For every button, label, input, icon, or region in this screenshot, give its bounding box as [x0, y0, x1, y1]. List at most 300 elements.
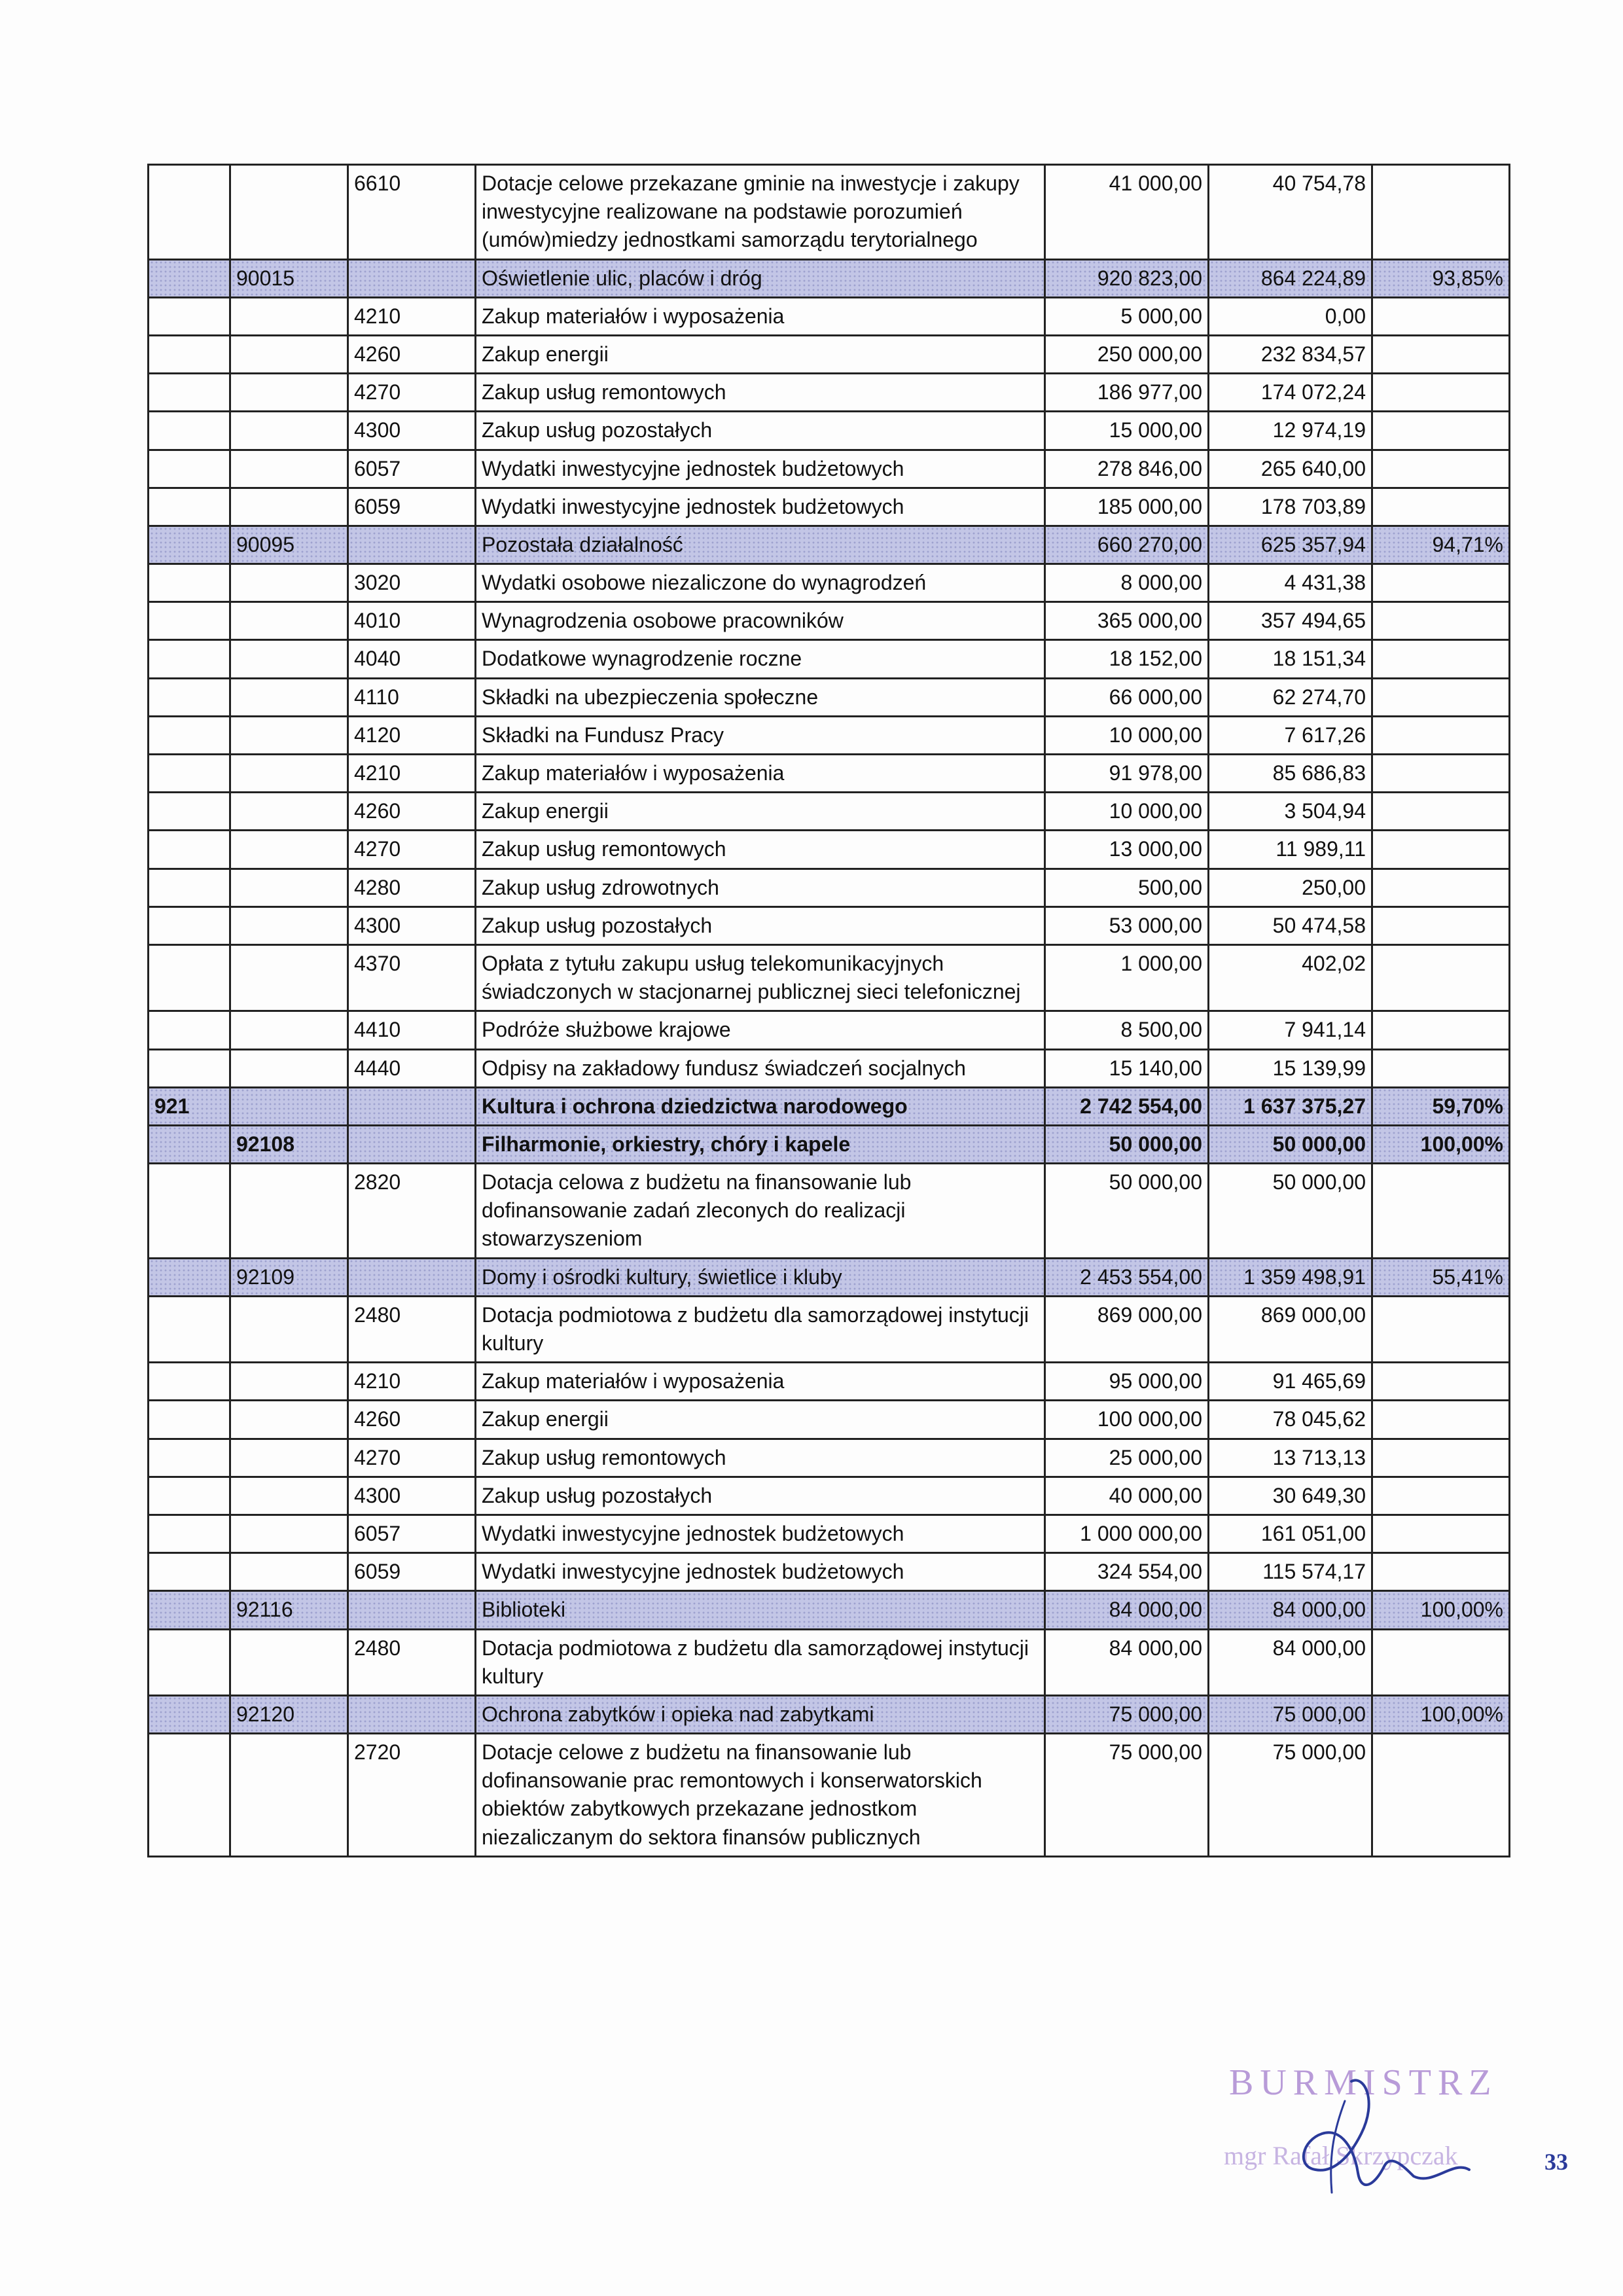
wykonanie-cell: 174 072,24 [1209, 374, 1372, 412]
wykonanie-cell: 75 000,00 [1209, 1695, 1372, 1733]
procent-cell [1372, 1515, 1510, 1552]
nazwa-cell: Wydatki inwestycyjne jednostek budżetowych [476, 1515, 1045, 1552]
dzial-cell [149, 755, 230, 793]
table-row [149, 1591, 1510, 1629]
paragraf-cell: 4260 [348, 793, 476, 831]
rozdzial-cell [230, 716, 348, 754]
wykonanie-cell: 50 000,00 [1209, 1125, 1372, 1163]
paragraf-cell: 6057 [348, 450, 476, 488]
paragraf-cell: 4040 [348, 640, 476, 678]
paragraf-cell: 6610 [348, 165, 476, 260]
rozdzial-cell [230, 831, 348, 869]
rozdzial-cell [230, 1553, 348, 1591]
plan-cell: 50 000,00 [1045, 1164, 1209, 1259]
handwritten-signature [1217, 2062, 1505, 2212]
table-row [149, 1296, 1510, 1362]
paragraf-cell: 2480 [348, 1629, 476, 1695]
procent-cell [1372, 1629, 1510, 1695]
dzial-cell [149, 1629, 230, 1695]
nazwa-cell: Dotacja celowa z budżetu na finansowanie lub dofinansowanie zadań zleconych do realizacji stowarzyszeniom [476, 1164, 1045, 1259]
plan-cell: 50 000,00 [1045, 1125, 1209, 1163]
table-row [149, 1401, 1510, 1439]
procent-cell [1372, 831, 1510, 869]
nazwa-cell: Ochrona zabytków i opieka nad zabytkami [476, 1695, 1045, 1733]
procent-cell: 59,70% [1372, 1087, 1510, 1125]
table-row [149, 602, 1510, 640]
procent-cell [1372, 450, 1510, 488]
procent-cell [1372, 944, 1510, 1011]
dzial-cell [149, 1553, 230, 1591]
table-row [149, 259, 1510, 297]
table-row [149, 1363, 1510, 1401]
procent-cell [1372, 716, 1510, 754]
wykonanie-cell: 265 640,00 [1209, 450, 1372, 488]
nazwa-cell: Filharmonie, orkiestry, chóry i kapele [476, 1125, 1045, 1163]
wykonanie-cell: 75 000,00 [1209, 1734, 1372, 1857]
wykonanie-cell: 625 357,94 [1209, 526, 1372, 564]
rozdzial-cell [230, 450, 348, 488]
nazwa-cell: Zakup energii [476, 1401, 1045, 1439]
procent-cell [1372, 602, 1510, 640]
plan-cell: 15 000,00 [1045, 412, 1209, 450]
dzial-cell [149, 1515, 230, 1552]
wykonanie-cell: 4 431,38 [1209, 564, 1372, 602]
rozdzial-cell [230, 564, 348, 602]
table-row [149, 1629, 1510, 1695]
nazwa-cell: Zakup usług zdrowotnych [476, 869, 1045, 906]
dzial-cell [149, 1296, 230, 1362]
wykonanie-cell: 7 617,26 [1209, 716, 1372, 754]
paragraf-cell: 2820 [348, 1164, 476, 1259]
wykonanie-cell: 15 139,99 [1209, 1049, 1372, 1087]
table-row [149, 831, 1510, 869]
paragraf-cell: 4210 [348, 1363, 476, 1401]
procent-cell [1372, 1363, 1510, 1401]
dzial-cell [149, 1125, 230, 1163]
table-body [149, 165, 1510, 1857]
paragraf-cell: 6057 [348, 1515, 476, 1552]
wykonanie-cell: 62 274,70 [1209, 678, 1372, 716]
paragraf-cell [348, 1695, 476, 1733]
dzial-cell [149, 1258, 230, 1296]
dzial-cell [149, 564, 230, 602]
nazwa-cell: Zakup materiałów i wyposażenia [476, 755, 1045, 793]
dzial-cell [149, 165, 230, 260]
dzial-cell [149, 906, 230, 944]
nazwa-cell: Dotacje celowe z budżetu na finansowanie lub dofinansowanie prac remontowych i konserwatorskich obiektów zabytkowych przekazane jednostkom niezaliczanym do sektora finansów publicznych [476, 1734, 1045, 1857]
paragraf-cell: 4370 [348, 944, 476, 1011]
plan-cell: 53 000,00 [1045, 906, 1209, 944]
wykonanie-cell: 84 000,00 [1209, 1591, 1372, 1629]
rozdzial-cell [230, 602, 348, 640]
table-row [149, 906, 1510, 944]
nazwa-cell: Dotacje celowe przekazane gminie na inwestycje i zakupy inwestycyjne realizowane na podstawie porozumień (umów)miedzy jednostkami samorządu terytorialnego [476, 165, 1045, 260]
nazwa-cell: Kultura i ochrona dziedzictwa narodowego [476, 1087, 1045, 1125]
plan-cell: 13 000,00 [1045, 831, 1209, 869]
plan-cell: 324 554,00 [1045, 1553, 1209, 1591]
paragraf-cell: 4300 [348, 906, 476, 944]
paragraf-cell: 2720 [348, 1734, 476, 1857]
nazwa-cell: Dodatkowe wynagrodzenie roczne [476, 640, 1045, 678]
nazwa-cell: Wynagrodzenia osobowe pracowników [476, 602, 1045, 640]
dzial-cell [149, 1363, 230, 1401]
table-row [149, 1049, 1510, 1087]
wykonanie-cell: 11 989,11 [1209, 831, 1372, 869]
nazwa-cell: Składki na ubezpieczenia społeczne [476, 678, 1045, 716]
paragraf-cell: 4120 [348, 716, 476, 754]
dzial-cell [149, 602, 230, 640]
wykonanie-cell: 161 051,00 [1209, 1515, 1372, 1552]
wykonanie-cell: 78 045,62 [1209, 1401, 1372, 1439]
procent-cell [1372, 374, 1510, 412]
plan-cell: 8 500,00 [1045, 1011, 1209, 1049]
plan-cell: 66 000,00 [1045, 678, 1209, 716]
plan-cell: 1 000 000,00 [1045, 1515, 1209, 1552]
rozdzial-cell: 92120 [230, 1695, 348, 1733]
table-row [149, 1734, 1510, 1857]
paragraf-cell: 4270 [348, 1439, 476, 1477]
procent-cell: 93,85% [1372, 259, 1510, 297]
nazwa-cell: Wydatki osobowe niezaliczone do wynagrodzeń [476, 564, 1045, 602]
dzial-cell [149, 944, 230, 1011]
plan-cell: 100 000,00 [1045, 1401, 1209, 1439]
rozdzial-cell [230, 678, 348, 716]
wykonanie-cell: 13 713,13 [1209, 1439, 1372, 1477]
wykonanie-cell: 85 686,83 [1209, 755, 1372, 793]
plan-cell: 10 000,00 [1045, 716, 1209, 754]
wykonanie-cell: 3 504,94 [1209, 793, 1372, 831]
table-row [149, 1515, 1510, 1552]
procent-cell [1372, 1296, 1510, 1362]
wykonanie-cell: 1 359 498,91 [1209, 1258, 1372, 1296]
plan-cell: 2 453 554,00 [1045, 1258, 1209, 1296]
procent-cell [1372, 1164, 1510, 1259]
table-row [149, 678, 1510, 716]
paragraf-cell: 4280 [348, 869, 476, 906]
table-row [149, 755, 1510, 793]
plan-cell: 278 846,00 [1045, 450, 1209, 488]
table-row [149, 1125, 1510, 1163]
table-row [149, 1258, 1510, 1296]
plan-cell: 365 000,00 [1045, 602, 1209, 640]
table-row [149, 716, 1510, 754]
dzial-cell [149, 297, 230, 335]
wykonanie-cell: 178 703,89 [1209, 488, 1372, 526]
table-row [149, 1477, 1510, 1515]
table-row [149, 1087, 1510, 1125]
rozdzial-cell [230, 1011, 348, 1049]
dzial-cell [149, 1591, 230, 1629]
dzial-cell [149, 335, 230, 373]
nazwa-cell: Oświetlenie ulic, placów i dróg [476, 259, 1045, 297]
plan-cell: 8 000,00 [1045, 564, 1209, 602]
table-row [149, 793, 1510, 831]
budget-table [147, 164, 1510, 1857]
table-row [149, 1695, 1510, 1733]
procent-cell [1372, 165, 1510, 260]
table-row [149, 640, 1510, 678]
rozdzial-cell: 92116 [230, 1591, 348, 1629]
rozdzial-cell [230, 1401, 348, 1439]
wykonanie-cell: 12 974,19 [1209, 412, 1372, 450]
paragraf-cell [348, 1087, 476, 1125]
plan-cell: 75 000,00 [1045, 1695, 1209, 1733]
paragraf-cell: 4110 [348, 678, 476, 716]
dzial-cell [149, 450, 230, 488]
rozdzial-cell [230, 793, 348, 831]
rozdzial-cell [230, 755, 348, 793]
plan-cell: 5 000,00 [1045, 297, 1209, 335]
stamp-title: BURMISTRZ [1229, 2062, 1498, 2103]
rozdzial-cell [230, 1049, 348, 1087]
dzial-cell [149, 1695, 230, 1733]
dzial-cell [149, 374, 230, 412]
nazwa-cell: Zakup usług remontowych [476, 1439, 1045, 1477]
table-row [149, 374, 1510, 412]
table-row [149, 526, 1510, 564]
wykonanie-cell: 50 000,00 [1209, 1164, 1372, 1259]
nazwa-cell: Zakup materiałów i wyposażenia [476, 1363, 1045, 1401]
procent-cell [1372, 1439, 1510, 1477]
wykonanie-cell: 0,00 [1209, 297, 1372, 335]
dzial-cell [149, 526, 230, 564]
paragraf-cell: 4300 [348, 412, 476, 450]
wykonanie-cell: 84 000,00 [1209, 1629, 1372, 1695]
paragraf-cell: 3020 [348, 564, 476, 602]
rozdzial-cell: 90015 [230, 259, 348, 297]
paragraf-cell: 4210 [348, 297, 476, 335]
dzial-cell [149, 1401, 230, 1439]
nazwa-cell: Zakup materiałów i wyposażenia [476, 297, 1045, 335]
dzial-cell [149, 793, 230, 831]
plan-cell: 41 000,00 [1045, 165, 1209, 260]
nazwa-cell: Zakup usług remontowych [476, 831, 1045, 869]
dzial-cell [149, 716, 230, 754]
rozdzial-cell [230, 1363, 348, 1401]
procent-cell [1372, 1049, 1510, 1087]
stamp-name: mgr Rafał Skrzypczak [1224, 2141, 1458, 2170]
rozdzial-cell [230, 335, 348, 373]
rozdzial-cell [230, 1477, 348, 1515]
procent-cell [1372, 335, 1510, 373]
procent-cell [1372, 640, 1510, 678]
nazwa-cell: Zakup usług pozostałych [476, 1477, 1045, 1515]
nazwa-cell: Składki na Fundusz Pracy [476, 716, 1045, 754]
table-row [149, 944, 1510, 1011]
procent-cell [1372, 488, 1510, 526]
rozdzial-cell [230, 297, 348, 335]
rozdzial-cell: 92108 [230, 1125, 348, 1163]
dzial-cell [149, 1164, 230, 1259]
plan-cell: 500,00 [1045, 869, 1209, 906]
dzial-cell: 921 [149, 1087, 230, 1125]
wykonanie-cell: 357 494,65 [1209, 602, 1372, 640]
table-row [149, 869, 1510, 906]
nazwa-cell: Zakup energii [476, 793, 1045, 831]
paragraf-cell: 6059 [348, 1553, 476, 1591]
procent-cell [1372, 412, 1510, 450]
nazwa-cell: Zakup usług remontowych [476, 374, 1045, 412]
table-row [149, 1011, 1510, 1049]
rozdzial-cell [230, 869, 348, 906]
nazwa-cell: Zakup usług pozostałych [476, 412, 1045, 450]
nazwa-cell: Wydatki inwestycyjne jednostek budżetowych [476, 450, 1045, 488]
rozdzial-cell [230, 1087, 348, 1125]
rozdzial-cell [230, 488, 348, 526]
procent-cell: 100,00% [1372, 1591, 1510, 1629]
paragraf-cell: 6059 [348, 488, 476, 526]
page-number: 33 [1544, 2149, 1568, 2175]
wykonanie-cell: 40 754,78 [1209, 165, 1372, 260]
nazwa-cell: Pozostała działalność [476, 526, 1045, 564]
rozdzial-cell: 90095 [230, 526, 348, 564]
plan-cell: 40 000,00 [1045, 1477, 1209, 1515]
paragraf-cell [348, 259, 476, 297]
rozdzial-cell [230, 1734, 348, 1857]
table-row [149, 1553, 1510, 1591]
nazwa-cell: Dotacja podmiotowa z budżetu dla samorządowej instytucji kultury [476, 1629, 1045, 1695]
table-row [149, 1439, 1510, 1477]
table-row [149, 412, 1510, 450]
nazwa-cell: Wydatki inwestycyjne jednostek budżetowych [476, 488, 1045, 526]
procent-cell [1372, 1734, 1510, 1857]
paragraf-cell: 4260 [348, 335, 476, 373]
procent-cell: 100,00% [1372, 1125, 1510, 1163]
rozdzial-cell [230, 906, 348, 944]
table-row [149, 450, 1510, 488]
rozdzial-cell [230, 944, 348, 1011]
rozdzial-cell [230, 1515, 348, 1552]
rozdzial-cell [230, 412, 348, 450]
rozdzial-cell [230, 374, 348, 412]
dzial-cell [149, 869, 230, 906]
procent-cell [1372, 755, 1510, 793]
table-row [149, 165, 1510, 260]
rozdzial-cell [230, 165, 348, 260]
rozdzial-cell [230, 1164, 348, 1259]
paragraf-cell [348, 526, 476, 564]
paragraf-cell: 4260 [348, 1401, 476, 1439]
paragraf-cell: 4010 [348, 602, 476, 640]
rozdzial-cell [230, 1296, 348, 1362]
wykonanie-cell: 232 834,57 [1209, 335, 1372, 373]
rozdzial-cell: 92109 [230, 1258, 348, 1296]
wykonanie-cell: 864 224,89 [1209, 259, 1372, 297]
rozdzial-cell [230, 640, 348, 678]
procent-cell [1372, 869, 1510, 906]
dzial-cell [149, 1439, 230, 1477]
procent-cell [1372, 564, 1510, 602]
rozdzial-cell [230, 1629, 348, 1695]
paragraf-cell: 4410 [348, 1011, 476, 1049]
plan-cell: 91 978,00 [1045, 755, 1209, 793]
procent-cell [1372, 906, 1510, 944]
nazwa-cell: Wydatki inwestycyjne jednostek budżetowych [476, 1553, 1045, 1591]
burmistrz-stamp [1217, 2062, 1505, 2212]
dzial-cell [149, 640, 230, 678]
dzial-cell [149, 678, 230, 716]
paragraf-cell: 4270 [348, 374, 476, 412]
wykonanie-cell: 7 941,14 [1209, 1011, 1372, 1049]
table-row [149, 1164, 1510, 1259]
plan-cell: 84 000,00 [1045, 1591, 1209, 1629]
procent-cell: 100,00% [1372, 1695, 1510, 1733]
procent-cell [1372, 1553, 1510, 1591]
plan-cell: 75 000,00 [1045, 1734, 1209, 1857]
procent-cell [1372, 1477, 1510, 1515]
table-row [149, 564, 1510, 602]
wykonanie-cell: 18 151,34 [1209, 640, 1372, 678]
procent-cell [1372, 1011, 1510, 1049]
procent-cell [1372, 1401, 1510, 1439]
procent-cell [1372, 793, 1510, 831]
nazwa-cell: Opłata z tytułu zakupu usług telekomunikacyjnych świadczonych w stacjonarnej publicznej sieci telefonicznej [476, 944, 1045, 1011]
wykonanie-cell: 115 574,17 [1209, 1553, 1372, 1591]
dzial-cell [149, 831, 230, 869]
dzial-cell [149, 1477, 230, 1515]
plan-cell: 95 000,00 [1045, 1363, 1209, 1401]
nazwa-cell: Zakup energii [476, 335, 1045, 373]
nazwa-cell: Dotacja podmiotowa z budżetu dla samorządowej instytucji kultury [476, 1296, 1045, 1362]
paragraf-cell [348, 1258, 476, 1296]
wykonanie-cell: 250,00 [1209, 869, 1372, 906]
procent-cell: 55,41% [1372, 1258, 1510, 1296]
wykonanie-cell: 91 465,69 [1209, 1363, 1372, 1401]
procent-cell [1372, 678, 1510, 716]
wykonanie-cell: 30 649,30 [1209, 1477, 1372, 1515]
paragraf-cell [348, 1591, 476, 1629]
nazwa-cell: Zakup usług pozostałych [476, 906, 1045, 944]
table-row [149, 335, 1510, 373]
dzial-cell [149, 259, 230, 297]
plan-cell: 2 742 554,00 [1045, 1087, 1209, 1125]
nazwa-cell: Podróże służbowe krajowe [476, 1011, 1045, 1049]
paragraf-cell: 4440 [348, 1049, 476, 1087]
dzial-cell [149, 1734, 230, 1857]
wykonanie-cell: 1 637 375,27 [1209, 1087, 1372, 1125]
plan-cell: 1 000,00 [1045, 944, 1209, 1011]
paragraf-cell [348, 1125, 476, 1163]
plan-cell: 186 977,00 [1045, 374, 1209, 412]
dzial-cell [149, 1049, 230, 1087]
nazwa-cell: Biblioteki [476, 1591, 1045, 1629]
nazwa-cell: Domy i ośrodki kultury, świetlice i kluby [476, 1258, 1045, 1296]
plan-cell: 920 823,00 [1045, 259, 1209, 297]
plan-cell: 660 270,00 [1045, 526, 1209, 564]
dzial-cell [149, 412, 230, 450]
wykonanie-cell: 50 474,58 [1209, 906, 1372, 944]
paragraf-cell: 2480 [348, 1296, 476, 1362]
wykonanie-cell: 402,02 [1209, 944, 1372, 1011]
procent-cell: 94,71% [1372, 526, 1510, 564]
plan-cell: 84 000,00 [1045, 1629, 1209, 1695]
plan-cell: 10 000,00 [1045, 793, 1209, 831]
plan-cell: 25 000,00 [1045, 1439, 1209, 1477]
rozdzial-cell [230, 1439, 348, 1477]
plan-cell: 185 000,00 [1045, 488, 1209, 526]
paragraf-cell: 4300 [348, 1477, 476, 1515]
paragraf-cell: 4210 [348, 755, 476, 793]
procent-cell [1372, 297, 1510, 335]
plan-cell: 250 000,00 [1045, 335, 1209, 373]
plan-cell: 869 000,00 [1045, 1296, 1209, 1362]
paragraf-cell: 4270 [348, 831, 476, 869]
table-row [149, 488, 1510, 526]
wykonanie-cell: 869 000,00 [1209, 1296, 1372, 1362]
plan-cell: 15 140,00 [1045, 1049, 1209, 1087]
plan-cell: 18 152,00 [1045, 640, 1209, 678]
dzial-cell [149, 1011, 230, 1049]
